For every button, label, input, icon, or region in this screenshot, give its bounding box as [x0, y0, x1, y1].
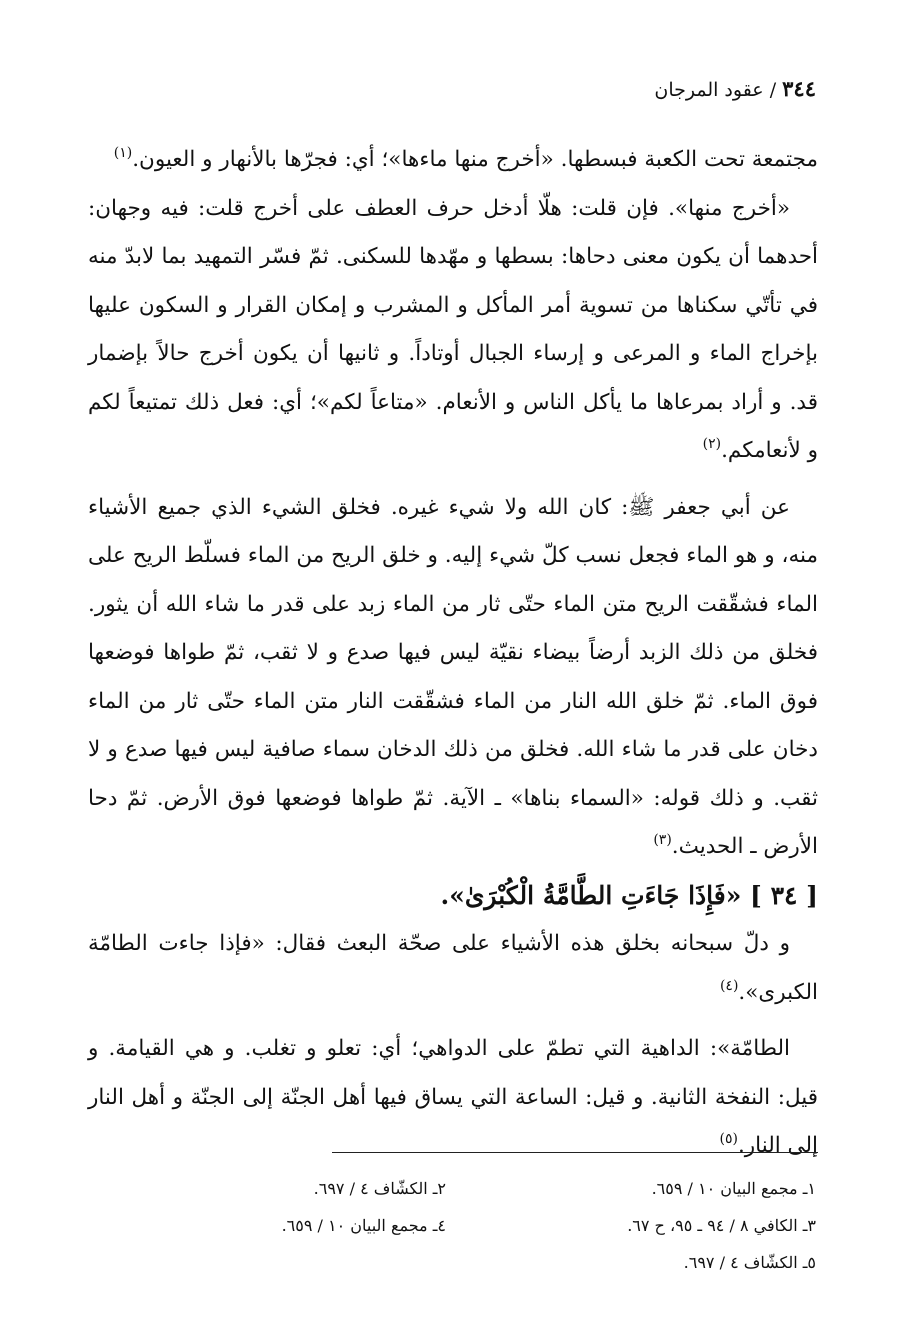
page-number: ٣٤٤ [782, 76, 816, 101]
footnote-mark-4: (٤) [719, 977, 739, 994]
footnote-4: ٤ـ مجمع البيان ١٠ / ٦٥٩. [281, 1216, 446, 1235]
paragraph-5: الطامّة»: الداهية التي تطمّ على الدواهي؛ أي: تعلو و تغلب. و هي القيامة. و قيل: النفخة الثانية. و قيل: الساعة التي يساق فيها أهل الجنّة إلى الجنّة و أهل النار إلى النار.$^{(٥)}$ [88, 1036, 818, 1158]
paragraph-2: «أخرج منها». فإن قلت: هلّا أدخل حرف العطف على أخرج قلت: فيه وجهان: أحدهما أن يكون معنى دحاها: بسطها و مهّدها للسكنى. ثمّ فسّر التمهيد بما لابدّ منه في تأتّي سكناها من تسوية أمر المأكل و المشرب و إمكان القرار و السكون عليها بإخراج الماء و المرعى و إرساء الجبال أوتاداً. و ثانيها أن يكون أخرج حالاً بإضمار قد. و أراد بمرعاها ما يأكل الناس و الأنعام. «متاعاً لكم»؛ أي: فعل ذلك تمتيعاً لكم و لأنعامكم.$^{(٢)}$ [88, 195, 818, 463]
verse-heading: [ ٣٤ ] «فَإِذَا جَاءَتِ الطَّامَّةُ الْكُبْرَىٰ». [440, 880, 818, 910]
header-separator: / [769, 79, 777, 101]
running-header [654, 76, 816, 101]
footnote-1: ١ـ مجمع البيان ١٠ / ٦٥٩. [651, 1179, 816, 1198]
footnote-2: ٢ـ الكشّاف ٤ / ٦٩٧. [313, 1179, 446, 1198]
footnote-5: ٥ـ الكشّاف ٤ / ٦٩٧. [683, 1253, 816, 1272]
footnote-divider [332, 1152, 818, 1153]
footnote-mark-3: (٣) [653, 832, 672, 848]
footnote-mark-1: (١) [113, 145, 133, 161]
book-title: عقود المرجان [654, 79, 764, 101]
footnotes-left-column [282, 1170, 446, 1244]
paragraph-1: مجتمعة تحت الكعبة فبسطها. «أخرج منها ماءها»؛ أي: فجرّها بالأنهار و العيون.$^{(١)}$ [113, 145, 818, 172]
paragraph-3: عن أبي جعفر ﷺ: كان الله ولا شيء غيره. فخلق الشيء الذي جميع الأشياء منه، و هو الماء فجعل نسب كلّ شيء إليه. و خلق الريح من الماء فسلّط الريح على الماء فشقّقت الريح متن الماء حتّى ثار من الماء زبد على قدر ما شاء الله أن يثور. فخلق من ذلك الزبد أرضاً بيضاء نقيّة ليس فيها صدع و لا ثقب، ثمّ طواها فوضعها فوق الماء. ثمّ خلق الله النار من الماء فشقّقت النار متن الماء حتّى ثار من الماء دخان على قدر ما شاء الله. فخلق من ذلك الدخان سماء صافية ليس فيها صدع و لا ثقب. و ذلك قوله: «السماء بناها» ـ الآية. ثمّ طواها فوضعها فوق الأرض. ثمّ دحا الأرض ـ الحديث.$^{(٣)}$ [88, 494, 818, 859]
footnote-mark-2: (٢) [702, 436, 722, 452]
footnotes-right-column [627, 1170, 816, 1281]
footnote-3: ٣ـ الكافي ٨ / ٩٤ ـ ٩٥، ح ٦٧. [627, 1216, 816, 1235]
main-text [88, 136, 818, 1171]
paragraph-4: و دلّ سبحانه بخلق هذه الأشياء على صحّة البعث فقال: «فإذا جاءت الطامّة الكبرى».$^{(٤)}$ [88, 931, 818, 1005]
footnote-mark-5: (٥) [719, 1131, 738, 1147]
